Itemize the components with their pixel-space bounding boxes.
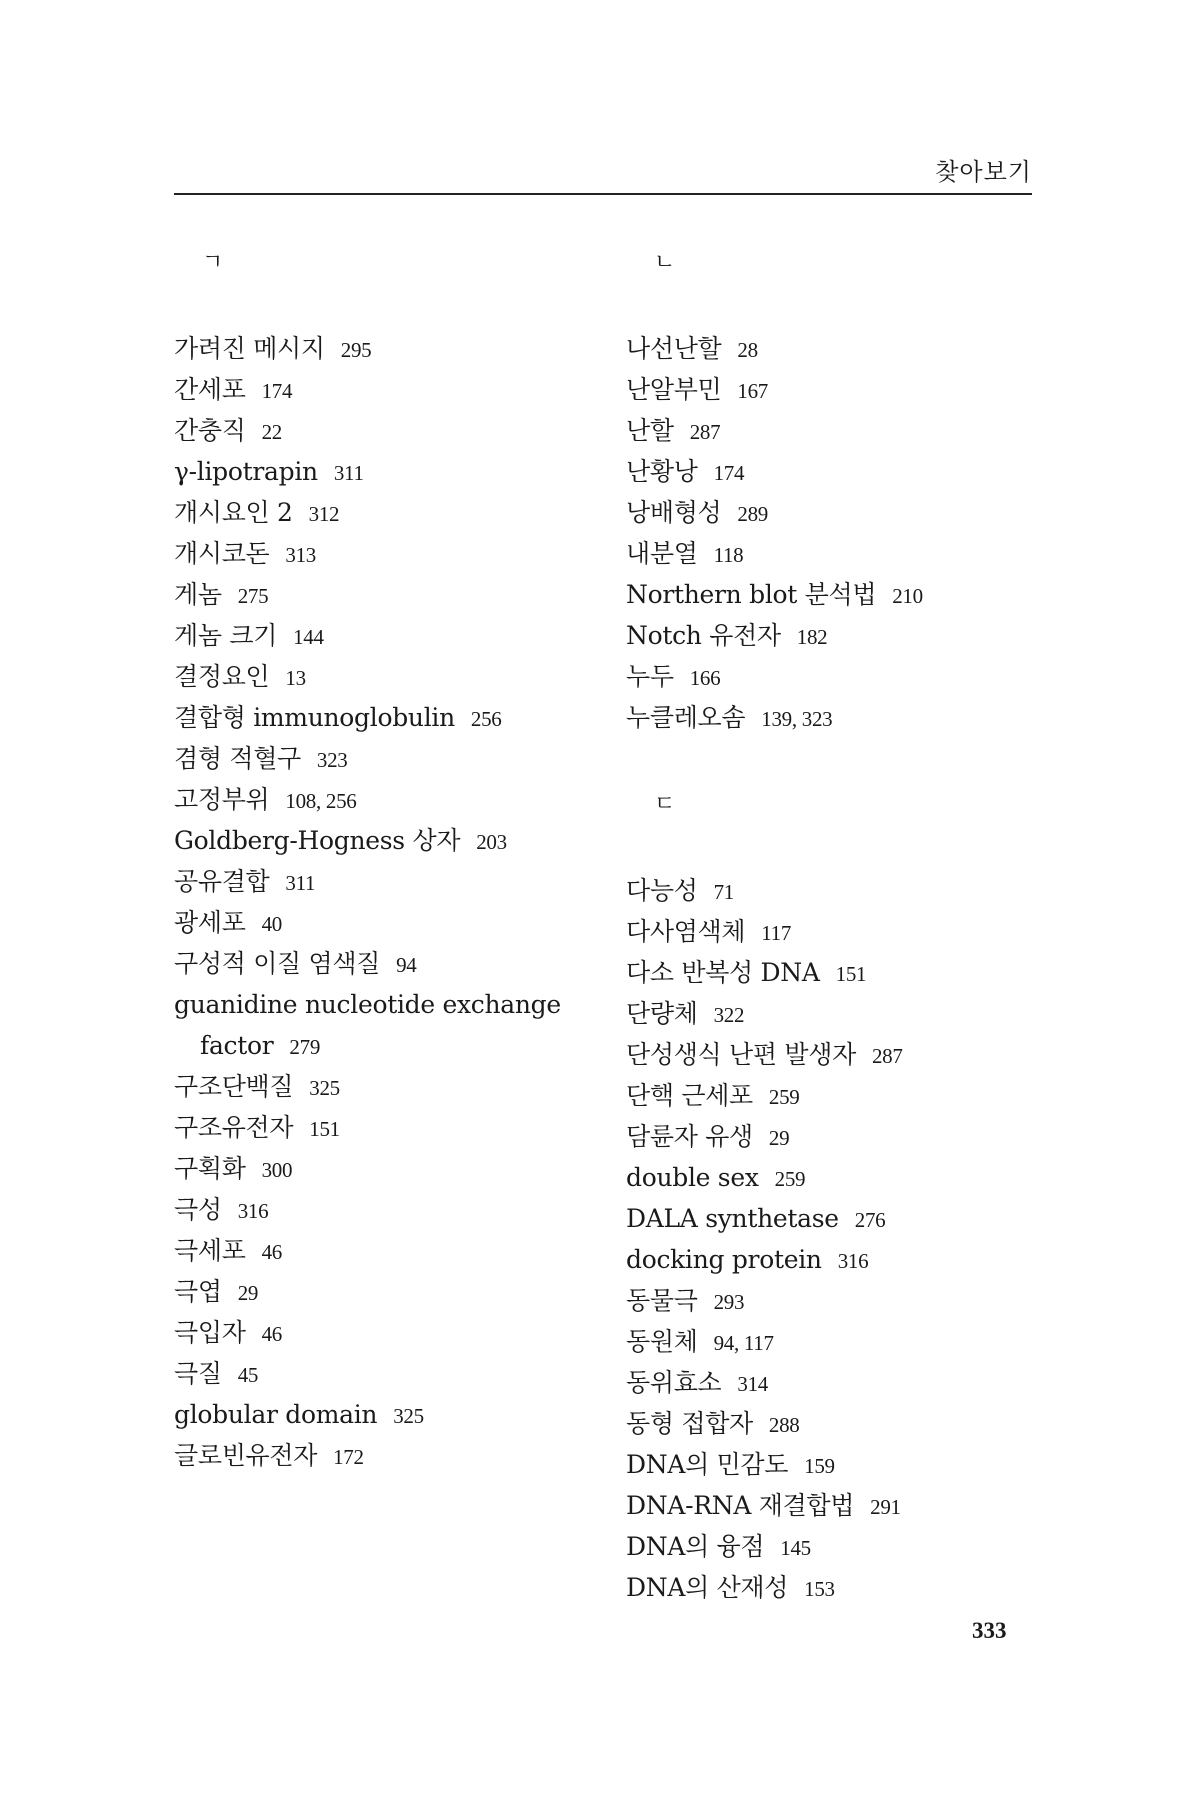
index-entry	[174, 533, 604, 574]
index-page-ref: 167	[737, 379, 769, 403]
index-entry	[626, 1239, 1046, 1280]
index-entry	[174, 328, 604, 369]
index-term: 단핵 근세포	[626, 1081, 753, 1110]
index-entry	[174, 820, 604, 861]
index-term: 단성생식 난편 발생자	[626, 1040, 856, 1069]
index-page-ref: 182	[796, 625, 828, 649]
index-term: 구조유전자	[174, 1113, 294, 1142]
index-entry	[626, 1526, 1046, 1567]
index-term: Notch 유전자	[626, 621, 781, 650]
index-page-ref: 323	[316, 748, 348, 772]
index-page-ref: 316	[837, 1249, 869, 1273]
index-entry	[626, 1362, 1046, 1403]
index-page-ref: 279	[289, 1035, 321, 1059]
index-page-ref: 13	[285, 666, 306, 690]
index-page-ref: 118	[713, 543, 744, 567]
index-page-ref: 45	[237, 1363, 259, 1387]
index-page-ref: 325	[393, 1404, 424, 1428]
index-page-ref: 288	[768, 1413, 800, 1437]
index-term: DNA의 산재성	[626, 1573, 789, 1602]
index-page-ref: 46	[261, 1322, 282, 1346]
index-page-ref: 29	[768, 1126, 790, 1150]
index-entry	[626, 1198, 1046, 1239]
section-gap	[626, 738, 1046, 788]
index-term: 극성	[174, 1195, 222, 1224]
index-entry	[174, 861, 604, 902]
index-entry	[174, 779, 604, 820]
index-page-ref: 94	[396, 953, 417, 977]
index-term: 동위효소	[626, 1368, 722, 1397]
index-page-ref: 46	[261, 1240, 282, 1264]
index-term: 다소 반복성 DNA	[626, 958, 820, 987]
index-page-ref: 314	[737, 1372, 769, 1396]
index-term: factor	[200, 1031, 274, 1060]
index-entry	[626, 1280, 1046, 1321]
index-entry	[626, 911, 1046, 952]
index-term: 간충직	[174, 416, 246, 445]
index-term: 게놈	[174, 580, 222, 609]
index-entry	[626, 451, 1046, 492]
index-term: γ-lipotrapin	[174, 457, 318, 486]
index-term: 구조단백질	[174, 1072, 294, 1101]
index-entry	[626, 533, 1046, 574]
index-page-ref: 325	[309, 1076, 340, 1100]
index-page-ref: 108, 256	[285, 789, 357, 813]
index-term: 극입자	[174, 1318, 246, 1347]
index-entry	[626, 1157, 1046, 1198]
index-page-ref: 256	[470, 707, 502, 731]
index-page-ref: 94, 117	[713, 1331, 774, 1355]
index-term: 나선난할	[626, 334, 722, 363]
index-term: 구획화	[174, 1154, 246, 1183]
index-entry-list	[174, 328, 604, 1476]
index-page-ref: 22	[261, 420, 282, 444]
index-term: 동원체	[626, 1327, 698, 1356]
index-term: 글로빈유전자	[174, 1441, 318, 1470]
index-page-ref: 259	[774, 1167, 806, 1191]
index-entry	[626, 1485, 1046, 1526]
index-entry	[626, 1567, 1046, 1608]
index-entry	[174, 1230, 604, 1271]
index-page-ref: 291	[870, 1495, 901, 1519]
index-entry	[174, 574, 604, 615]
index-entry	[174, 1025, 604, 1066]
index-entry	[626, 993, 1046, 1034]
index-entry	[174, 451, 604, 492]
index-page-ref: 174	[261, 379, 293, 403]
index-page-ref: 139, 323	[761, 707, 833, 731]
index-entry	[626, 1034, 1046, 1075]
index-term: 공유결합	[174, 867, 270, 896]
index-term: 결합형 immunoglobulin	[174, 703, 455, 732]
index-entry	[174, 615, 604, 656]
index-term: 단량체	[626, 999, 698, 1028]
running-header: 찾아보기	[935, 158, 1032, 186]
index-entry	[626, 952, 1046, 993]
index-entry	[174, 1066, 604, 1107]
index-term: DNA의 융점	[626, 1532, 765, 1561]
index-term: double sex	[626, 1163, 759, 1192]
index-entry	[626, 1075, 1046, 1116]
index-term: 누두	[626, 662, 674, 691]
index-entry	[626, 574, 1046, 615]
index-entry	[174, 902, 604, 943]
index-page-ref: 151	[309, 1117, 340, 1141]
index-entry	[174, 410, 604, 451]
index-page-ref: 316	[237, 1199, 269, 1223]
index-term: 담륜자 유생	[626, 1122, 753, 1151]
index-page-ref: 153	[804, 1577, 835, 1601]
index-page-ref: 28	[737, 338, 758, 362]
index-entry	[174, 1394, 604, 1435]
index-page-ref: 313	[285, 543, 317, 567]
index-term: 게놈 크기	[174, 621, 278, 650]
index-page-ref: 29	[237, 1281, 259, 1305]
index-page-ref: 203	[476, 830, 507, 854]
index-entry	[174, 1189, 604, 1230]
index-page-ref: 71	[713, 880, 734, 904]
index-term: 고정부위	[174, 785, 270, 814]
index-page-ref: 40	[261, 912, 282, 936]
index-term: 간세포	[174, 375, 246, 404]
index-entry	[174, 1312, 604, 1353]
index-term: 난알부민	[626, 375, 722, 404]
index-page-ref: 322	[713, 1003, 745, 1027]
index-entry	[174, 697, 604, 738]
index-entry	[626, 328, 1046, 369]
index-page-ref: 312	[308, 502, 340, 526]
index-term: 난황낭	[626, 457, 698, 486]
index-term: DNA-RNA 재결합법	[626, 1491, 855, 1520]
index-entry	[174, 1271, 604, 1312]
index-term: globular domain	[174, 1400, 378, 1429]
index-entry	[626, 697, 1046, 738]
index-page-ref: 295	[340, 338, 372, 362]
page-number: 333	[972, 1618, 1007, 1643]
index-entry	[174, 738, 604, 779]
index-term: Northern blot 분석법	[626, 580, 877, 609]
index-page-ref: 287	[689, 420, 721, 444]
index-term: 다사염색체	[626, 917, 746, 946]
index-page-ref: 276	[854, 1208, 886, 1232]
index-term: DNA의 민감도	[626, 1450, 789, 1479]
index-page-ref: 144	[293, 625, 324, 649]
index-page-ref: 259	[768, 1085, 800, 1109]
section-heading-digeut: ㄷ	[654, 792, 676, 817]
index-term: Goldberg-Hogness 상자	[174, 826, 461, 855]
index-page-ref: 275	[237, 584, 269, 608]
index-term: 동물극	[626, 1286, 698, 1315]
index-term: 가려진 메시지	[174, 334, 325, 363]
index-entry	[174, 943, 604, 984]
index-page-ref: 174	[713, 461, 745, 485]
index-term: 다능성	[626, 876, 698, 905]
index-term: 극엽	[174, 1277, 222, 1306]
index-entry	[174, 1107, 604, 1148]
index-page-ref: 311	[285, 871, 316, 895]
index-entry	[626, 410, 1046, 451]
index-entry	[174, 1148, 604, 1189]
index-column-left	[174, 246, 604, 1476]
index-entry	[626, 1444, 1046, 1485]
index-term: 개시요인 2	[174, 498, 293, 527]
index-entry	[174, 656, 604, 697]
index-column-right	[626, 246, 1046, 1608]
index-term: 낭배형성	[626, 498, 722, 527]
section-heading-giyeok: ㄱ	[202, 250, 224, 275]
index-term: 난할	[626, 416, 674, 445]
index-entry	[174, 1353, 604, 1394]
index-page-ref: 166	[689, 666, 721, 690]
index-term: 구성적 이질 염색질	[174, 949, 381, 978]
index-entry	[174, 369, 604, 410]
index-page-ref: 311	[333, 461, 364, 485]
index-entry	[174, 1435, 604, 1476]
index-entry	[626, 492, 1046, 533]
index-page-ref: 159	[804, 1454, 835, 1478]
index-entry-list	[626, 870, 1046, 1608]
index-term: 결정요인	[174, 662, 270, 691]
index-entry	[174, 492, 604, 533]
index-term: 개시코돈	[174, 539, 270, 568]
index-page-ref: 210	[892, 584, 923, 608]
index-entry	[626, 1321, 1046, 1362]
header-rule	[174, 193, 1032, 195]
index-page-ref: 289	[737, 502, 769, 526]
index-page-ref: 117	[761, 921, 792, 945]
section-heading-nieun: ㄴ	[654, 250, 676, 275]
index-term: DALA synthetase	[626, 1204, 839, 1233]
index-term: 극질	[174, 1359, 222, 1388]
index-entry	[626, 615, 1046, 656]
index-term: 극세포	[174, 1236, 246, 1265]
index-page-ref: 172	[333, 1445, 364, 1469]
index-entry-list	[626, 328, 1046, 738]
index-term: docking protein	[626, 1245, 822, 1274]
index-page-ref: 293	[713, 1290, 745, 1314]
index-term: 내분열	[626, 539, 698, 568]
index-entry	[626, 656, 1046, 697]
index-page-ref: 300	[261, 1158, 293, 1182]
index-page-ref: 145	[780, 1536, 811, 1560]
index-term: 겸형 적혈구	[174, 744, 301, 773]
index-term: guanidine nucleotide exchange	[174, 990, 561, 1019]
index-page-ref: 287	[871, 1044, 903, 1068]
index-entry	[626, 870, 1046, 911]
index-entry	[174, 984, 604, 1025]
index-term: 누클레오솜	[626, 703, 746, 732]
index-entry	[626, 369, 1046, 410]
index-entry	[626, 1116, 1046, 1157]
index-page-ref: 151	[835, 962, 867, 986]
index-term: 동형 접합자	[626, 1409, 753, 1438]
index-entry	[626, 1403, 1046, 1444]
index-term: 광세포	[174, 908, 246, 937]
